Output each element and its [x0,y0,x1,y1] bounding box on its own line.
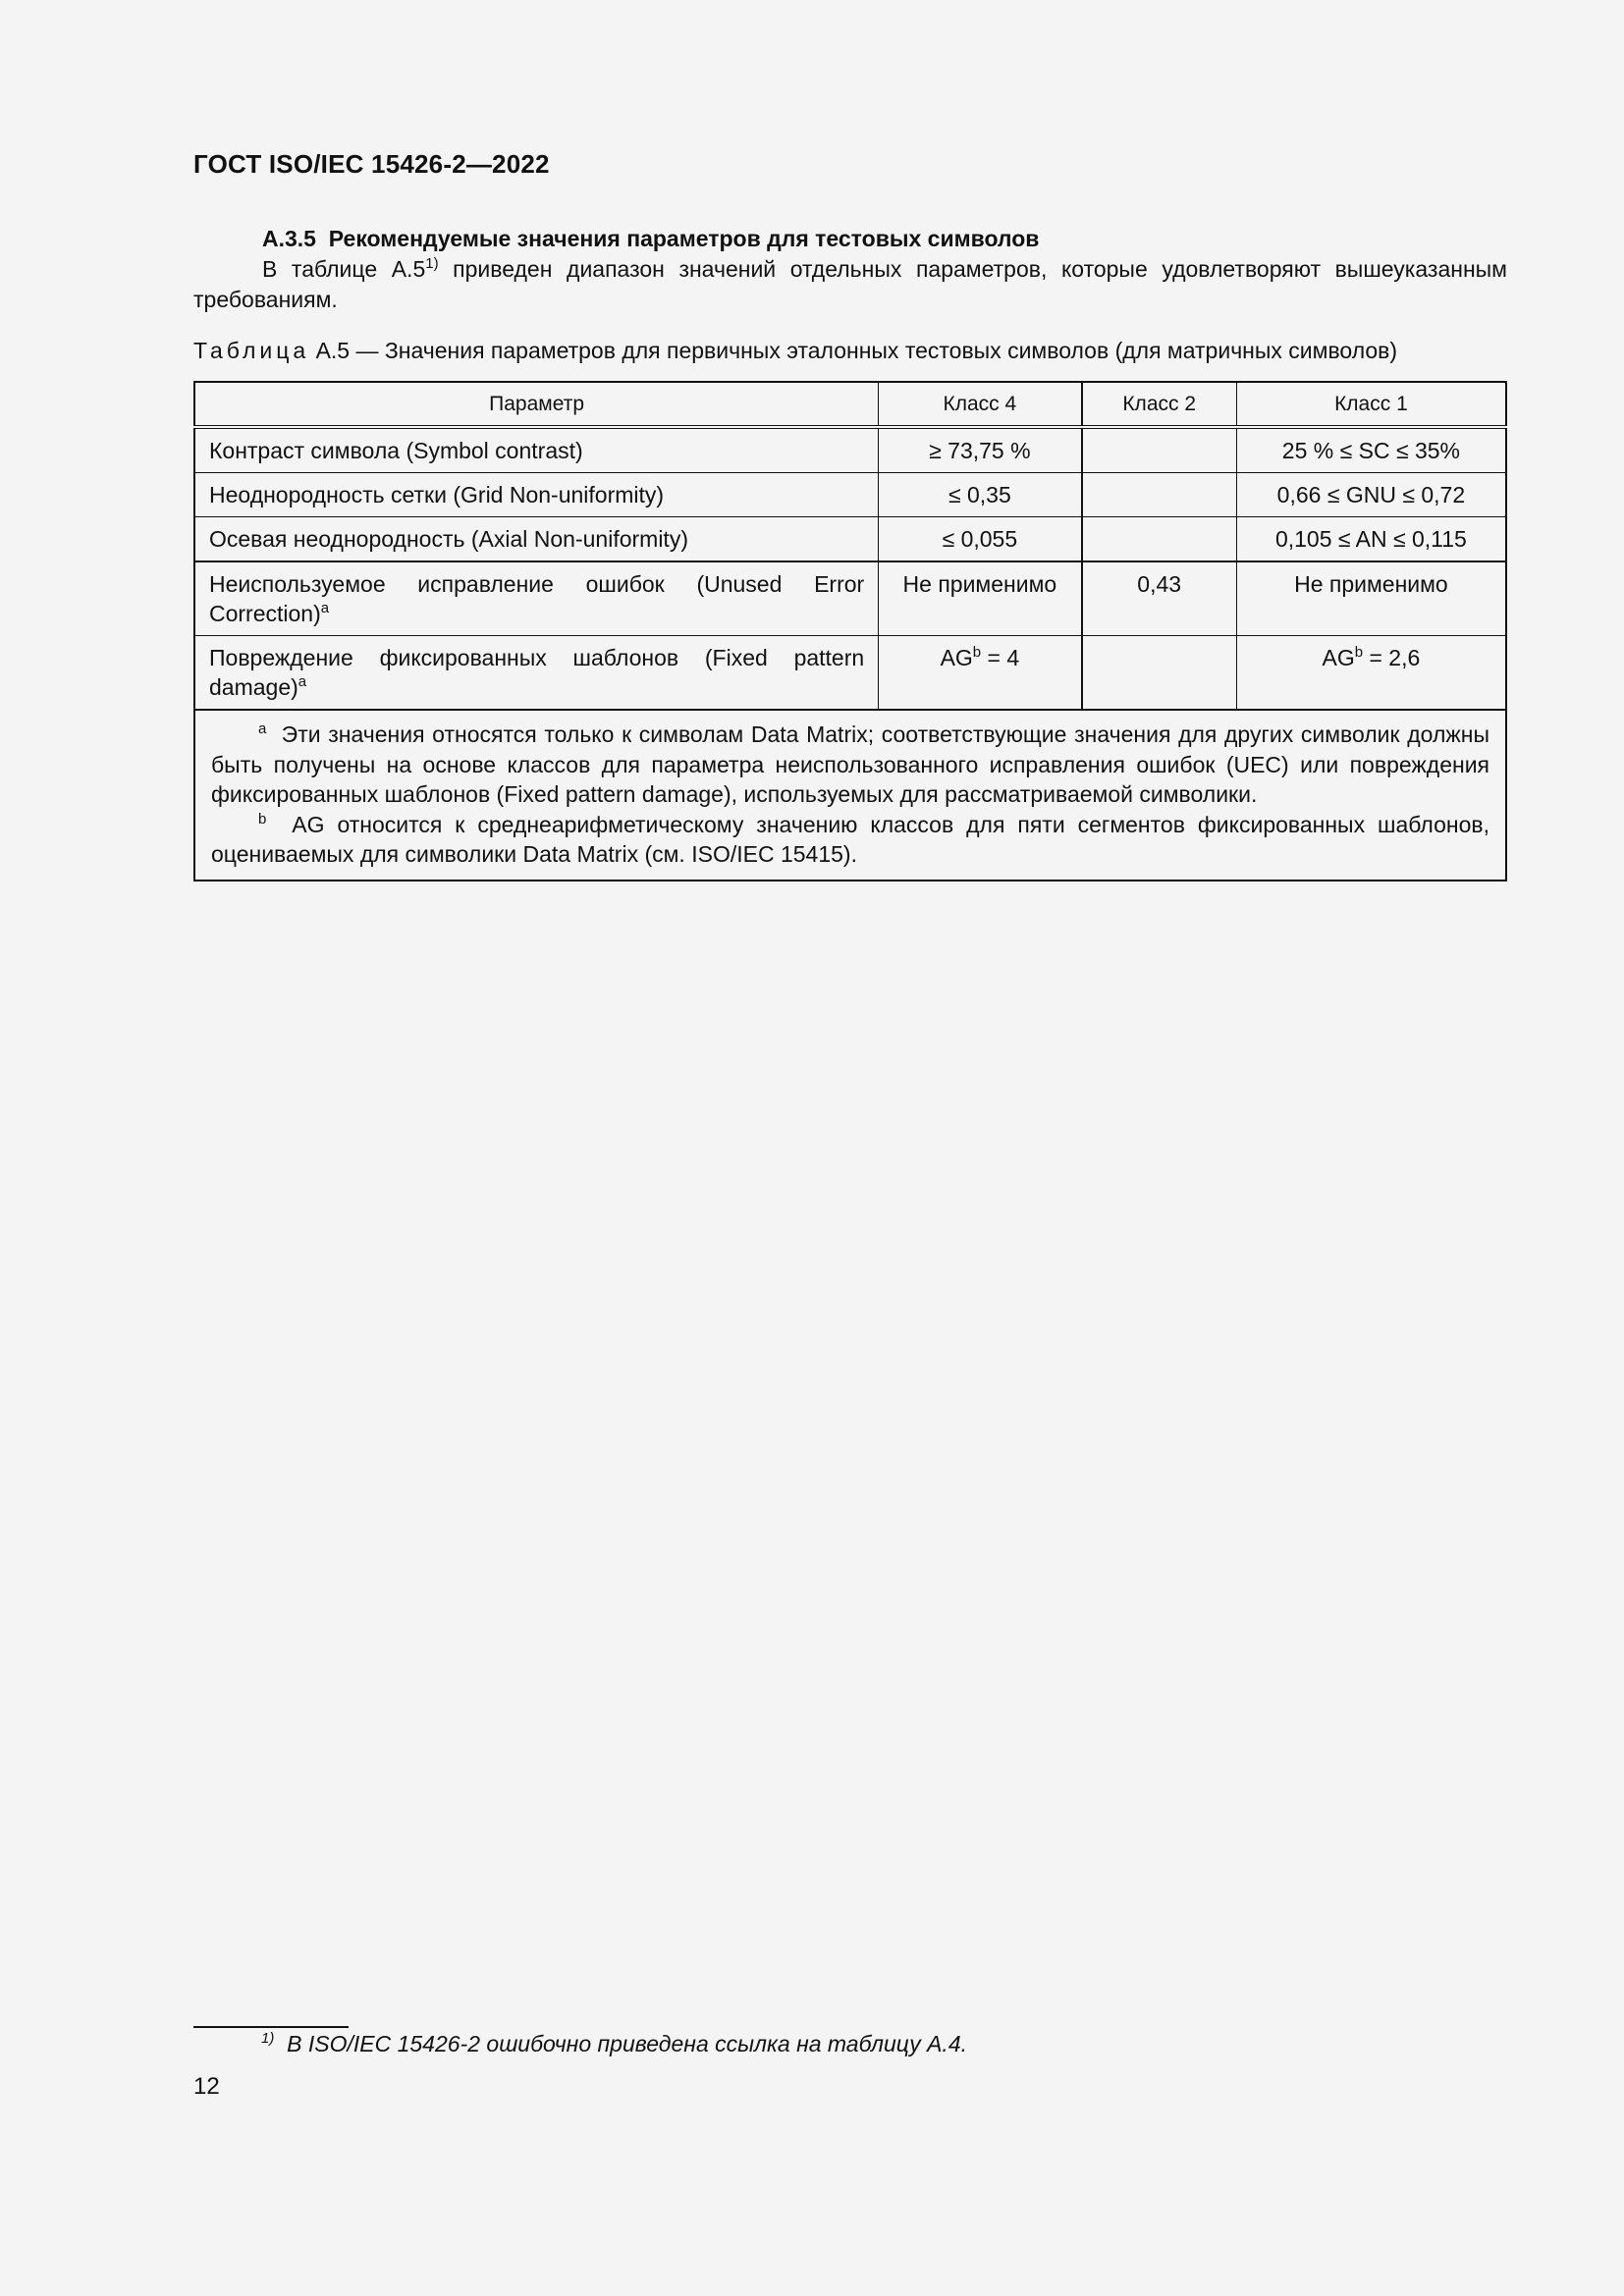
section-number: А.3.5 [262,226,316,251]
footnote-divider [193,2026,349,2028]
class-4-cell: ≤ 0,35 [879,473,1082,517]
section-paragraph [193,254,1507,315]
table-row [194,427,1506,473]
table-row [194,561,1506,636]
class-1-cell: $AG^b = 2,6$ [1236,636,1506,711]
section-heading: Рекомендуемые значения параметров для тестовых символов [328,226,1040,251]
footnote-reference: 1) [425,255,439,272]
class-4-cell: $AG^b = 4$ [879,636,1082,711]
column-header-parameter: Параметр [194,382,879,427]
parameter-cell: Повреждение фиксированных шаблонов (Fixed pattern damage)$^a$ [194,636,879,711]
class-1-cell: 0,105 ≤ AN ≤ 0,115 [1236,517,1506,562]
table-row [194,473,1506,517]
class-4-cell: ≤ 0,055 [879,517,1082,562]
table-caption [193,338,1509,364]
table-caption-text: А.5 — Значения параметров для первичных эталонных тестовых символов (для матричных символов) [315,338,1398,363]
class-4-cell: Не применимо [879,561,1082,636]
column-header-class-1: Класс 1 [1236,382,1506,427]
parameter-cell: Осевая неоднородность (Axial Non-uniformity) [194,517,879,562]
class-1-cell: 0,66 ≤ GNU ≤ 0,72 [1236,473,1506,517]
table-row [194,517,1506,562]
column-header-class-2: Класс 2 [1082,382,1237,427]
parameter-cell: Неиспользуемое исправление ошибок (Unused Error Correction)$^a$ [194,561,879,636]
class-4-cell: ≥ 73,75 % [879,427,1082,473]
paragraph-text-end: приведен диапазон значений отдельных параметров, которые удовлетворяют вышеуказанным требованиям. [193,256,1507,312]
class-2-cell [1082,473,1237,517]
note-reference: a [320,600,330,616]
table-caption-prefix: Таблица [193,338,310,363]
parameter-cell: Неоднородность сетки (Grid Non-uniformity) [194,473,879,517]
footnote-mark: 1) [261,2030,275,2047]
class-2-cell [1082,517,1237,562]
table-note-a: $^a$ Эти значения относятся только к символам Data Matrix; соответствующие значения для других символик должны быть получены на основе классов для параметра неиспользованного исправления ошибок (UEC) или повреждения фиксированных шаблонов (Fixed pattern damage), используемых для рассматриваемой символики. [211,721,1489,807]
page-footnote [261,2031,967,2057]
table-notes-row [194,710,1506,881]
table-row [194,636,1506,711]
column-header-class-4: Класс 4 [879,382,1082,427]
note-reference: b [1354,644,1364,661]
class-2-cell [1082,427,1237,473]
table-note-b: $^b$ AG относится к среднеарифметическому значению классов для пяти сегментов фиксированных шаблонов, оцениваемых для символики Data Matrix (см. ISO/IEC 15415). [211,810,1489,867]
parameter-cell: Контраст символа (Symbol contrast) [194,427,879,473]
note-reference: b [972,644,982,661]
section-a-3-5 [193,224,1507,315]
paragraph-text-start: В таблице А.5 [262,256,426,282]
table-notes [194,710,1506,881]
parameters-table [193,381,1507,881]
document-header: ГОСТ ISO/IEC 15426-2—2022 [193,149,550,179]
table-header-row [194,382,1506,427]
section-title [193,224,1507,254]
class-1-cell: Не применимо [1236,561,1506,636]
note-reference: a [298,673,307,690]
class-1-cell: 25 % ≤ SC ≤ 35% [1236,427,1506,473]
class-2-cell [1082,636,1237,711]
footnote-text: В ISO/IEC 15426-2 ошибочно приведена ссылка на таблицу А.4. [287,2031,967,2056]
class-2-cell: 0,43 [1082,561,1237,636]
page-number: 12 [193,2073,220,2100]
